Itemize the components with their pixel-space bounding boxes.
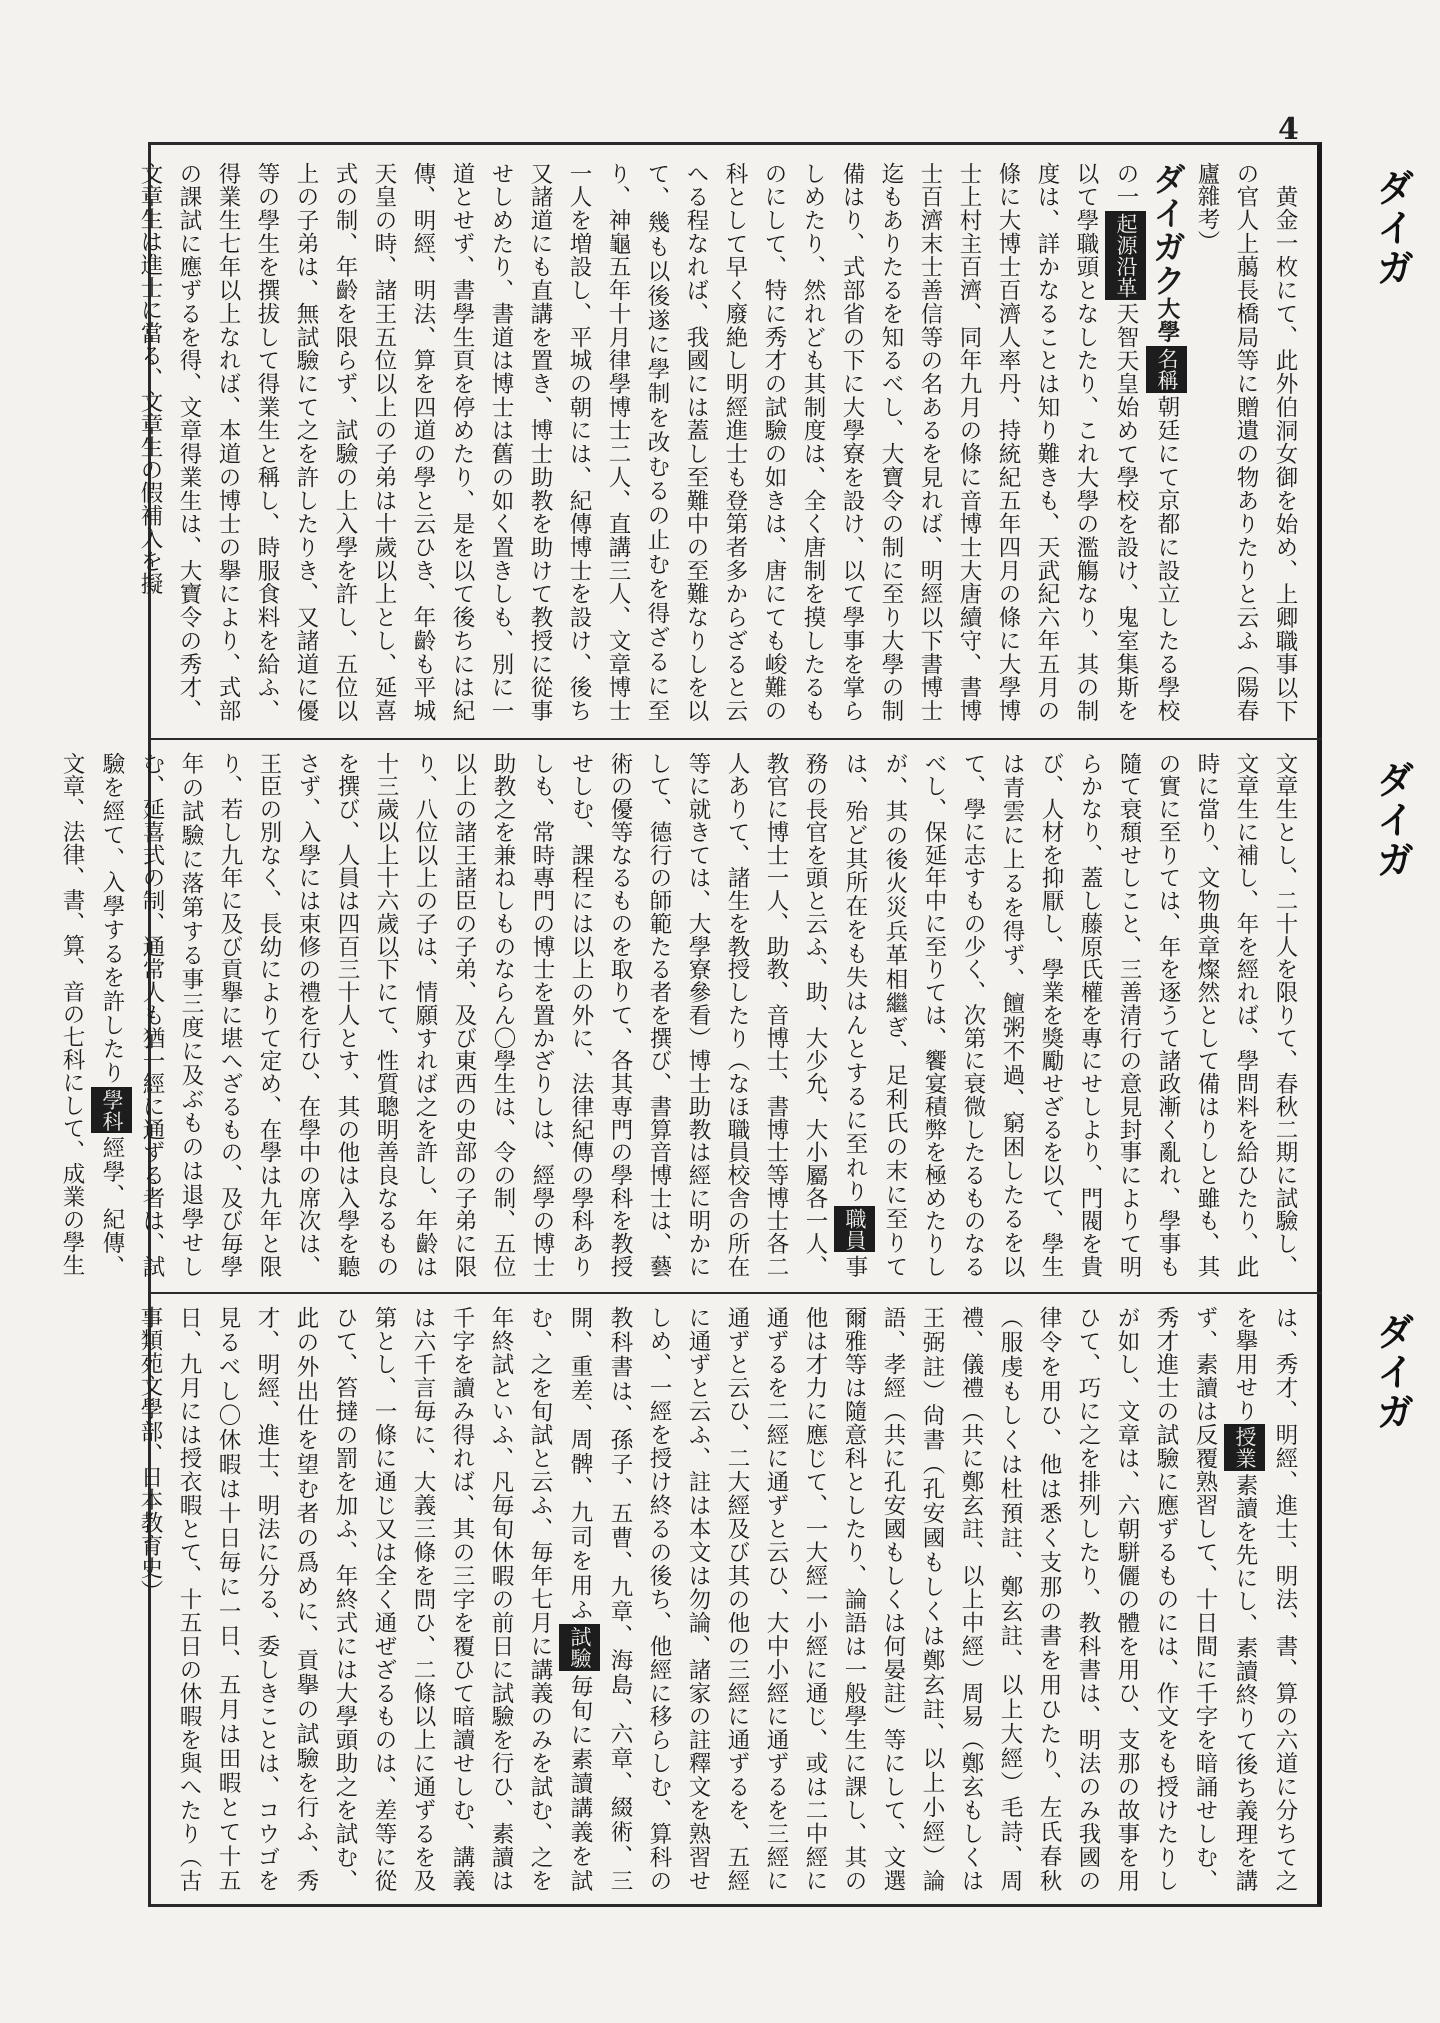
section-tag-staff: 職員 [834,1206,875,1253]
entry-text: 事務の長官を頭と云ふ、助、大少允、大小屬各一人、教官に博士一人、助教、音博士、書博士等博士各二人ありて、諸生を教授したり（なほ職員校舎の所在等に就きては、大學寮參看）博士助教は經に明かにして、德行の師範たる者を撰び、書算音博士は、藝術の優等なるものを取りて、各其専門の學科を教授せしむ、課程には以上の外に、法律紀傳の學科ありしも、常時專門の博士を置かざりしは、經學の博士助教之を兼ねしものならん〇學生は、令の制、五位以上の諸王諸臣の子弟、及び東西の史部の子弟に限り、八位以上の子は、情願すれば之を許し、年齡は十三歲以上十六歲以下にて、性質聰明善良なるものを撰び、人員は四百三十人とす、其の他は入學を聽さず、入學には束修の禮を行ひ、在學中の席次は、王臣の別なく、長幼によりて定め、在學は九年と限り、若し九年に及び貢擧に堪へざるもの、及び毎學年の試驗に落第する事三度に及ぶものは退學せしむ、延喜式の制、通常人も猶一經に通ずる者は、試驗を經て、入學するを許したり [99,752,868,1278]
band-divider-1 [148,738,1322,740]
entry-text: 毎旬に素讀講義を試む、之を旬試と云ふ、毎年七月に講義のみを試む、之を年終試といふ、凡毎旬休暇の前日に試驗を行ひ、素讀は千字を讀み得れば、其の三字を覆ひて暗讀せしむ、講義は六千言毎に、大義三條を問ひ、二條以上に通ずるを及第とし、一條に通じ又は全く通ぜざるものは、差等に從ひて、笞撻の罰を加ふ、年終式には大學頭助之を試む、此の外出仕を望む者の爲めに、貢擧の試驗を行ふ、秀才、明經、進士、明法に分る、委しきことは、コウゴを見るべし〇休暇は十日毎に一日、五月は田暇とて十五日、九月には授衣暇とて、十五日の休暇を與へたり（古事類苑文學部、日本教育史） [137,1306,593,1893]
text-band-top [137,162,1304,723]
entry-text: 文章生とし、二十人を限りて、春秋二期に試驗し、文章生に補し、年を經れば、學問料を給ひたり、此時に當り、文物典章燦然として備はりしと雖も、其の實に至りては、年を逐うて諸政漸く亂れ、學事も隨て衰頹せしこと、三善清行の意見封事によりて明らかなり、蓋し藤原氏權を專にせしより、門閥を貴び、人材を抑厭し、學業を獎勵せざるを以て、學生は青雲に上るを得ず、饘粥不過、窮困したるを以て、學に志すもの少く、次第に衰微したるものなるべし、保延年中に至りては、饗宴積弊を極めたりしが、其の後火災兵革相繼ぎ、足利氏の末に至りては、殆ど其所在をも失はんとするに至れり [842,752,1298,1278]
section-tag-exams: 試驗 [559,1624,600,1671]
entry-text: 朝廷にて京都に設立したる學校の一 [1113,162,1180,723]
section-tag-subjects: 學科 [91,1087,132,1134]
entry-headword-kanji: 大學 [1154,297,1180,345]
text-band-bottom [137,1306,1304,1893]
entry-text: 天智天皇始めて學校を設け、鬼室集斯を以て學職頭となしたり、これ大學の濫觴なり、其の制度は、詳かなることは知り難きも、天武紀六年五月の條に大博士百濟人率丹、持統紀五年四月の條に大學博士上村主百濟、同年九月の條に音博士大唐續守、書博士百濟末士善信等の名あるを見れば、明經以下書博士迄もありたるを知るべし、大寶令の制に至り大學の制備はり、式部省の下に大學寮を設け、以て學事を掌らしめたり、然れども其制度は、全く唐制を摸したるものにして、特に秀才の試驗の如きは、唐にても峻難の科として早く廢絶し明經進士も登第者多からざると云へる程なれば、我國には蓋し至難中の至難なりしを以て、幾も以後遂に學制を改むるの止むを得ざるに至り、神龜五年十月律學博士二人、直講三人、文章博士一人を増設し、平城の朝には、紀傳博士を設け、後ち又諸道にも直講を置き、博士助教を助けて教授に從事せしめたり、書道は博士は舊の如く置きしも、別に一道とせず、書學生頁を停めたり、是を以て後ちには紀傳、明經、明法、算を四道の學と云ひき、年齡も平城天皇の時、諸王五位以上の子弟は十歲以上とし、延喜式の制、年齡を限らず、試驗の上入學を許し、五位以上の子弟は、無試驗にて之を許したりき、又諸道に優等の學生を撰拔して得業生と稱し、時服食料を給ふ、得業生七年以上なれば、本道の博士の擧により、式部の課試に應ずるを得、文章得業生は、大寶令の秀才、文章生は進士に當る、文章生の假補入を擬 [137,162,1139,722]
band-divider-2 [148,1292,1322,1294]
entry-headword: ダイガク [1148,162,1187,298]
entry-continuation [130,1306,1304,1892]
entry-text: 經學、紀傳、文章、法律、書、算、音の七科にして、成業の學生 [59,752,125,1278]
page-number: 4 [1278,112,1299,147]
intro-paragraph: 黄金一枚にて、此外伯洞女御を始め、上卿職事以下の官人上﨟長橋局等に贈遺の物ありたりと云ふ（陽春廬雜考） [1194,162,1298,722]
entry-text: は、秀才、明經、進士、明法、書、算の六道に分ちて之を擧用せり [1232,1306,1298,1892]
guide-word-bottom: ダイガ [1370,1312,1414,1432]
section-tag-origin: 起源沿革 [1105,211,1146,300]
entry-daigaku [130,162,1187,722]
guide-word-middle: ダイガ [1370,760,1414,880]
section-tag-teaching: 授業 [1224,1424,1265,1471]
text-band-middle [59,752,1304,1278]
entry-text: 素讀を先にし、素讀終りて後ち義理を講ず、素讀は反覆熟習して、十日間に千字を暗誦せしむ、秀才進士の試驗に應ずるものには、作文をも授けたりしが如し、文章は、六朝駢儷の體を用ひ、支那の故事を用ひて、巧に之を排列したり、教科書は、明法のみ我國の律令を用ひ、他は悉く支那の書を用ひたり、左氏春秋（服虔もしくは杜預註、鄭玄註、以上大經）毛詩、周禮、儀禮（共に鄭玄註、以上中經）周易（鄭玄もしくは王弼註）尙書（孔安國もしくは鄭玄註、以上小經）論語、孝經（共に孔安國もしくは何晏註）等にして、文選爾雅等は隨意科としたり、論語は一般學生に課し、其の他は才力に應じて、一大經一小經に通じ、或は二中經に通ずるを二經に通ずと云ひ、大中小經に通ずるを三經に通ずと云ひ、二大經及び其の他の三經に通ずるを、五經に通ずと云ふ、註は本文は勿論、諸家の註釋文を熟習せしめ、一經を授け終るの後ち、他經に移らしむ、算科の教科書は、孫子、五曹、九章、海島、六章、綴術、三開、重差、周髀、九司を用ふ [567,1306,1258,1892]
section-tag-name: 名稱 [1146,346,1187,393]
entry-continuation [52,752,1304,1278]
guide-word-top: ダイガ [1370,168,1414,288]
